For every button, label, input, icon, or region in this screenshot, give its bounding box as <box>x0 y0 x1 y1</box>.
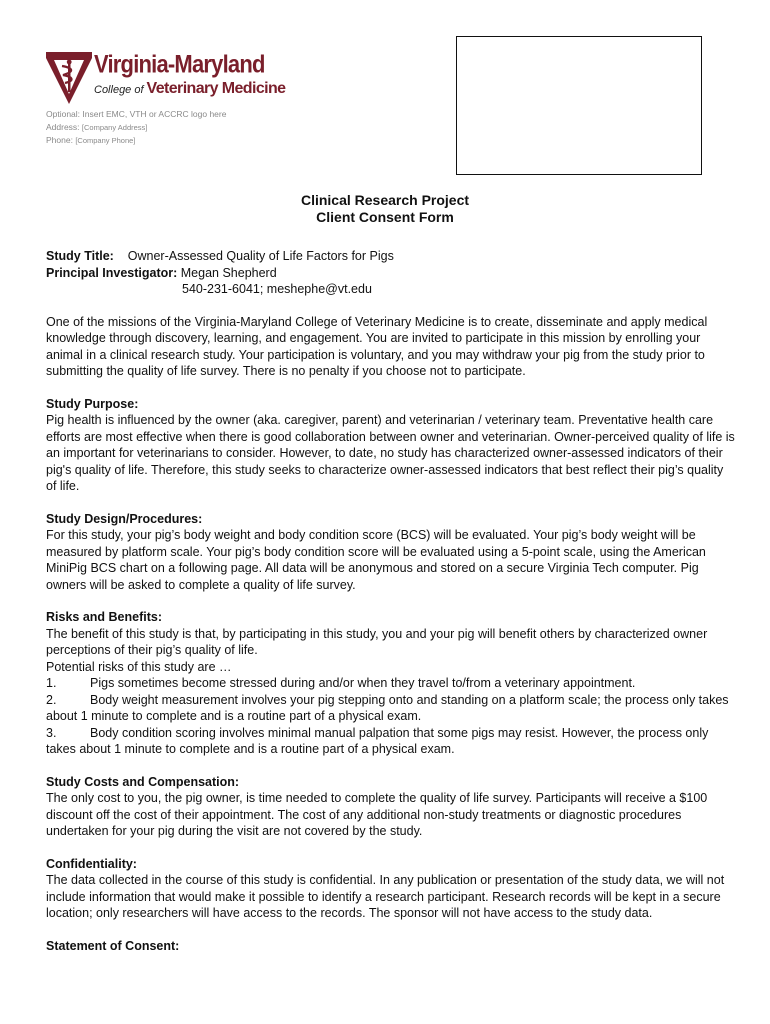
risk-text: Body condition scoring involves minimal manual palpation that some pigs may resist. However, the process only takes about 1 minute to complete and is a routine part of a physical exam. <box>46 725 709 756</box>
phone-label: Phone: <box>46 135 73 145</box>
confidentiality-section <box>46 856 736 922</box>
purpose-heading: Study Purpose: <box>46 396 139 411</box>
title-line-2: Client Consent Form <box>316 209 454 225</box>
consent-heading: Statement of Consent: <box>46 938 180 953</box>
study-title-label: Study Title: <box>46 249 114 263</box>
confidentiality-heading: Confidentiality: <box>46 856 137 871</box>
potential-risks-intro: Potential risks of this study are … <box>46 659 232 674</box>
pi-row <box>46 265 736 282</box>
risks-section <box>46 609 736 758</box>
purpose-section <box>46 396 736 495</box>
college-logo <box>46 50 296 106</box>
contact-block <box>46 108 226 147</box>
risks-heading: Risks and Benefits: <box>46 610 163 624</box>
costs-paragraph: The only cost to you, the pig owner, is time needed to complete the quality of life survey. Participants will receive a $100 discount off the cost of their appointment. The cost of any additional non-study treatments or diagnostic procedures undertaken for your pig during the visit are not covered by the study. <box>46 791 708 838</box>
logo-title: Virginia-Maryland <box>94 50 265 78</box>
study-info <box>46 248 736 298</box>
logo-subtitle <box>94 80 285 98</box>
costs-section <box>46 774 736 840</box>
confidentiality-paragraph: The data collected in the course of this study is confidential. In any publication or presentation of the study data, we will not include information that would make it possible to identify a research participant. Research records will be kept in a secure location; only researchers will have access to the records. The sponsor will not have access to the study data. <box>46 873 725 920</box>
study-title-row <box>46 248 736 265</box>
consent-section <box>46 938 736 955</box>
risk-number: 1. <box>46 676 57 690</box>
address-label: Address: <box>46 122 80 132</box>
phone-line <box>46 134 226 147</box>
design-heading: Study Design/Procedures: <box>46 511 203 526</box>
risk-item <box>46 725 736 758</box>
pi-contact: 540-231-6041; meshephe@vt.edu <box>182 282 372 296</box>
intro-paragraph: One of the missions of the Virginia-Maryland College of Veterinary Medicine is to create, disseminate and apply medical knowledge through discovery, learning, and engagement. You are invited to participate in this mission by enrolling your animal in a clinical research study. Your participation is voluntary, and you may withdraw your pig from the study prior to submitting the quality of life survey. There is no penalty if you choose not to participate. <box>46 314 708 378</box>
risk-item <box>46 675 736 692</box>
optional-logo-note: Optional: Insert EMC, VTH or ACCRC logo here <box>46 109 227 119</box>
pi-label: Principal Investigator: <box>46 265 178 280</box>
logo-placeholder-box <box>456 36 702 175</box>
risk-number: 3. <box>46 725 57 740</box>
costs-heading: Study Costs and Compensation: <box>46 774 240 789</box>
college-shield-icon <box>46 52 92 104</box>
logo-college-text: College of <box>94 84 144 96</box>
address-placeholder: [Company Address] <box>81 123 148 132</box>
design-paragraph: For this study, your pig’s body weight and body condition score (BCS) will be evaluated. Your pig’s body weight will be measured by platform scale. Your pig’s body condition score will be evaluated using a 5-point scale, using the American MiniPig BCS chart on a following page. All data will be anonymous and stored on a secure Virginia Tech computer. Pig owners will be asked to complete a quality of life survey. <box>46 528 706 592</box>
study-title-value: Owner-Assessed Quality of Life Factors for Pigs <box>127 249 394 263</box>
risk-text: Pigs sometimes become stressed during and/or when they travel to/from a veterinary appointment. <box>90 676 636 690</box>
phone-placeholder: [Company Phone] <box>75 136 136 145</box>
address-line <box>46 121 226 134</box>
intro-section <box>46 314 736 380</box>
pi-name: Megan Shepherd <box>180 265 277 280</box>
document-title <box>0 192 770 226</box>
logo-vetmed-text: Veterinary Medicine <box>146 80 286 97</box>
title-line-1: Clinical Research Project <box>300 192 470 208</box>
document-body <box>46 248 736 970</box>
risk-number: 2. <box>46 692 57 707</box>
risk-item <box>46 692 736 725</box>
benefit-paragraph: The benefit of this study is that, by participating in this study, you and your pig will benefit others by characterized owner perceptions of their pig’s quality of life. <box>46 626 708 657</box>
risk-text: Body weight measurement involves your pig stepping onto and standing on a platform scale; the process only takes about 1 minute to complete and is a routine part of a physical exam. <box>46 692 729 723</box>
design-section <box>46 511 736 594</box>
purpose-paragraph: Pig health is influenced by the owner (aka. caregiver, parent) and veterinarian / veterinary team. Preventative health care efforts are most effective when there is good collaboration between owner and veterinarian. Owner-perceived quality of life is an important for veterinarians to consider. However, to date, no study has characterized owner-assessed indicators of their pig's quality of life. Therefore, this study seeks to characterize owner-assessed indicators that best reflect their pig’s quality of life. <box>46 413 735 493</box>
